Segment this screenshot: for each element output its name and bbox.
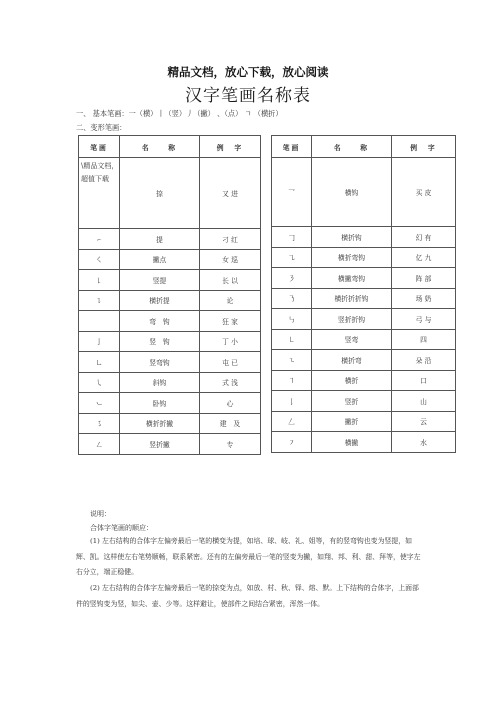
stroke-name: 竖折折钩 [312,309,392,330]
stroke-name: 捺 [120,158,200,229]
stroke-example: 朵 沿 [392,350,456,371]
header-stroke: 笔画 [272,136,312,158]
stroke-name: 撇折 [312,411,392,432]
stroke-glyph: ㇋ [272,268,312,289]
stroke-example: 弓 与 [392,309,456,330]
stroke-name: 横折钩 [312,227,392,248]
stroke-glyph: ㇌ [79,413,120,434]
stroke-name: 横折 [312,370,392,391]
notes-paragraph-1: (1) 左右结构的合体字左偏旁最后一笔的横变为提，如培、球、岐、礼、姐等，有的竖弯钩也变为竖提，如辉、凯。这样使左右笔势顺畅，联系紧密。还有的左偏旁最后一笔的竖变为撇，如翔、邦、利、甜、拜等，使字左右分立，端正稳健。 [76,537,421,576]
stroke-glyph: ㇟ [79,352,120,373]
header-stroke: 笔画 [79,136,120,158]
stroke-name: 斜钩 [120,372,200,393]
stroke-glyph: ㇇ [272,432,312,453]
stroke-name: 横折折折钩 [312,288,392,309]
stroke-glyph: 𠃌 [272,227,312,248]
stroke-glyph: ㇙ [79,270,120,291]
stroke-name: 竖折 [312,391,392,412]
header-example: 例 字 [392,136,456,158]
stroke-glyph: 𠄌 [272,391,312,412]
stroke-example: 式 浅 [200,372,261,393]
header-name: 名 称 [120,136,200,158]
notes-heading: 说明： [90,510,111,518]
stroke-glyph: 乛 [272,158,312,227]
stroke-example: 建 及 [200,413,261,434]
stroke-name: 横撇 [312,432,392,453]
stroke-glyph: 亅 [79,331,120,352]
stroke-name: 竖提 [120,270,200,291]
stroke-glyph: ㇂ [79,372,120,393]
stroke-example: 水 [392,432,456,453]
stroke-example: 屯 已 [200,352,261,373]
stroke-glyph: ㇕ [272,370,312,391]
stroke-example: 亿 九 [392,247,456,268]
stroke-example: 心 [200,393,261,414]
header-example: 例 字 [200,136,261,158]
stroke-example: 场 奶 [392,288,456,309]
stroke-example: 口 [392,370,456,391]
stroke-example: 四 [392,329,456,350]
header-name: 名 称 [312,136,392,158]
stroke-glyph [79,311,120,332]
stroke-example: 狂 家 [200,311,261,332]
stroke-name: 横钩 [312,158,392,227]
stroke-example: 女 巡 [200,249,261,270]
stroke-name: 竖弯 [312,329,392,350]
stroke-glyph: ㇊ [79,290,120,311]
page-title: 汉字笔画名称表 [185,86,311,106]
stroke-glyph: ㇛ [79,249,120,270]
stroke-glyph: ㇀ [79,229,120,250]
stroke-name: 提 [120,229,200,250]
stroke-name: 竖弯钩 [120,352,200,373]
stroke-example: 专 [200,434,261,455]
left-stroke-table [78,135,261,455]
stroke-name: 卧钩 [120,393,200,414]
stroke-example: 买 皮 [392,158,456,227]
right-stroke-table [271,135,456,453]
stroke-name: 横折提 [120,290,200,311]
stroke-example: 丁 小 [200,331,261,352]
stroke-name: 弯 钩 [120,311,200,332]
notes-paragraph-2: (2) 左右结构的合体字左偏旁最后一笔的捺变为点，如放、村、秋、铎、熔、默。上下结构的合体字，上面部件的竖钩变为竖，如尖、壶、少等。这样避让，使部件之间结合紧密，浑然一体。 [76,584,419,608]
stroke-example: 云 [392,411,456,432]
promo-cell: \精品文档，超值下载 [79,158,120,229]
stroke-glyph: ㇉ [272,309,312,330]
notes-subheading: 合体字笔画的顺应： [90,524,153,532]
stroke-name: 横折弯 [312,350,392,371]
stroke-example: 又 进 [200,158,261,229]
stroke-example: 山 [392,391,456,412]
stroke-example: 论 [200,290,261,311]
stroke-name: 撇点 [120,249,200,270]
stroke-glyph: ㇃ [79,393,120,414]
stroke-glyph: ㇄ [272,329,312,350]
stroke-name: 竖折撇 [120,434,200,455]
stroke-glyph: 𠃋 [272,411,312,432]
variant-strokes-line: 二、变形笔画： [76,123,127,132]
basic-strokes-line: 一、 基本笔画：一（横）丨（竖）丿（撇） 、（点） ㄱ （横折） [76,109,283,118]
stroke-example: 刁 红 [200,229,261,250]
stroke-glyph: ㇍ [272,350,312,371]
stroke-name: 横折弯钩 [312,247,392,268]
stroke-example: 阵 部 [392,268,456,289]
stroke-glyph: ㇡ [272,288,312,309]
stroke-glyph: ㇜ [79,434,120,455]
stroke-name: 横折折撇 [120,413,200,434]
stroke-glyph: ㇈ [272,247,312,268]
stroke-name: 横撇弯钩 [312,268,392,289]
stroke-name: 竖 钩 [120,331,200,352]
banner-text: 精品文档，放心下载，放心阅读 [167,65,329,79]
stroke-example: 幻 有 [392,227,456,248]
stroke-example: 长 以 [200,270,261,291]
